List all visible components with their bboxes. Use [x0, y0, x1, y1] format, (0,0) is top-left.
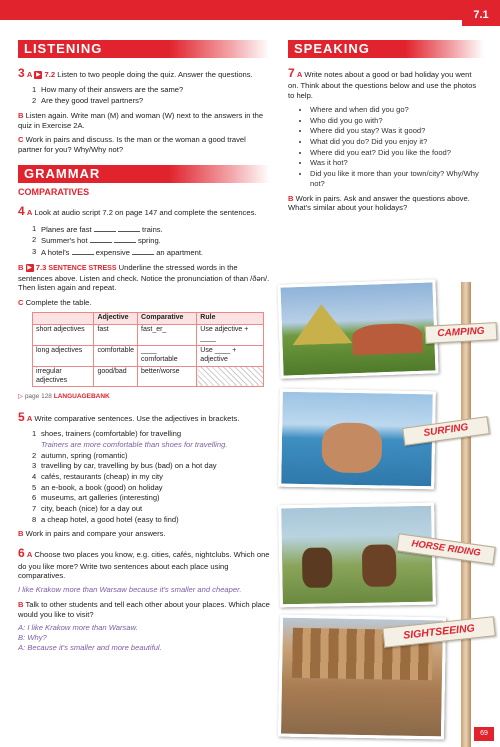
- horse-riding-sign: HORSE RIDING: [396, 533, 496, 564]
- list-item: • Where and when did you go?: [310, 105, 484, 115]
- blank-field[interactable]: [118, 224, 140, 232]
- exercise-number: 3: [18, 66, 25, 80]
- lesson-tab: 7.1: [462, 0, 500, 26]
- exercise-letter: B: [18, 110, 24, 120]
- list-item: 1 shoes, trainers (comfortable) for travelling: [32, 429, 182, 439]
- question-bullets: [288, 105, 484, 189]
- sentence-stress-label: SENTENCE STRESS: [48, 264, 117, 272]
- exercise-number: 7: [288, 66, 295, 80]
- exercise-4a: [18, 204, 270, 219]
- table-cell[interactable]: Use adjective + ____: [197, 324, 264, 345]
- exercise-letter: A: [26, 413, 33, 423]
- column-header: Comparative: [138, 312, 197, 324]
- blank-field[interactable]: [94, 224, 116, 232]
- list-item: • Where did you eat? Did you like the food?: [310, 148, 484, 158]
- dialogue-line: A: Because it's smaller and more beautiful.: [18, 642, 162, 652]
- horse-riding-photo: [278, 503, 436, 608]
- instruction-text: Look at audio script 7.2 on page 147 and complete the sentences.: [34, 208, 257, 218]
- hatched-cell: [197, 366, 264, 387]
- instruction-text: Work in pairs and discuss. Is the man or the woman a good travel partner for you? Why/Why not?: [18, 135, 246, 154]
- arrow-icon: ▷: [18, 393, 23, 401]
- instruction-text: Listen again. Write man (M) and woman (W) next to the answers in the quiz in Exercise 2A.: [18, 110, 264, 130]
- exercise-number: 5: [18, 409, 25, 424]
- exercise-letter: A: [26, 70, 33, 79]
- list-item: • What did you do? Did you enjoy it?: [310, 137, 484, 147]
- exercise-letter: B: [18, 599, 24, 609]
- dialogue-line: B: Why?: [18, 633, 47, 643]
- grammar-subheading: COMPARATIVES: [18, 186, 90, 197]
- table-row: [33, 345, 264, 366]
- exercise-3: [18, 66, 270, 155]
- item-list: [18, 429, 270, 524]
- speaking-heading: SPEAKING: [288, 40, 484, 58]
- list-item: 2 Summer's hot spring.: [32, 235, 161, 246]
- exercise-3a: [18, 66, 270, 81]
- sightseeing-sign: SIGHTSEEING: [382, 616, 495, 648]
- audio-play-icon[interactable]: ▶: [36, 72, 41, 78]
- list-item: 5 an e-book, a book (good) on holiday: [32, 482, 163, 492]
- instruction-text: Write notes about a good or bad holiday you went on. Think about the questions below and use the photos to help.: [288, 70, 477, 101]
- languagebank-link[interactable]: ▷ page 128 LANGUAGEBANK: [18, 393, 110, 401]
- list-item: • Did you like it more than your town/city? Why/Why not?: [310, 169, 484, 188]
- signpost-pole: [461, 282, 471, 747]
- exercise-letter: A: [296, 70, 303, 79]
- list-item: 4 cafés, restaurants (cheap) in my city: [32, 472, 163, 482]
- model-answer: Trainers are more comfortable than shoes for travelling.: [41, 439, 228, 449]
- sentence-list: [18, 224, 270, 258]
- list-item: • Was it hot?: [310, 158, 484, 168]
- table-cell: short adjectives: [33, 324, 94, 345]
- exercise-letter: B: [288, 193, 294, 203]
- instruction-text: Talk to other students and tell each other about your places. Which place would you like to visit?: [18, 599, 270, 619]
- exercise-letter: A: [26, 550, 33, 560]
- table-cell[interactable]: ____ comfortable: [138, 345, 197, 366]
- left-column: [18, 40, 270, 652]
- model-answer: I like Krakow more than Warsaw because it's smaller and cheaper.: [18, 585, 242, 595]
- photo-collage: [275, 282, 500, 747]
- instruction-text: Choose two places you know, e.g. cities, cafés, nightclubs. Which one do you like more? Write two sentences about each place using comparatives.: [18, 550, 270, 581]
- table-cell: comfortable: [94, 345, 138, 366]
- exercise-5b: [18, 529, 270, 539]
- exercise-4c: [18, 298, 270, 308]
- exercise-7: [288, 66, 484, 213]
- exercise-6b: [18, 600, 270, 619]
- table-header-row: [33, 312, 264, 324]
- list-item: • Where did you stay? Was it good?: [310, 126, 484, 136]
- instruction-text: Listen to two people doing the quiz. Answer the questions.: [57, 70, 253, 79]
- instruction-text: Complete the table.: [25, 298, 92, 308]
- blank-field[interactable]: [90, 235, 112, 243]
- exercise-7a: [288, 66, 484, 101]
- camping-sign: CAMPING: [425, 322, 498, 344]
- table-cell: long adjectives: [33, 345, 94, 366]
- track-number: 7.3: [35, 262, 47, 272]
- comparatives-table: [32, 312, 264, 388]
- top-bar: [0, 0, 500, 20]
- blank-field[interactable]: [114, 235, 136, 243]
- table-cell[interactable]: Use ____ + adjective: [197, 345, 264, 366]
- blank-field[interactable]: [132, 247, 154, 255]
- instruction-text: Work in pairs and compare your answers.: [25, 528, 166, 538]
- exercise-6a: [18, 546, 270, 581]
- dialogue: [18, 623, 270, 652]
- exercise-letter: C: [18, 298, 24, 308]
- exercise-3b: [18, 111, 270, 130]
- table-cell: fast: [94, 324, 138, 345]
- exercise-number: 6: [18, 546, 25, 561]
- camping-photo: [277, 279, 438, 378]
- right-column: [288, 40, 484, 217]
- dialogue-line: A: I like Krakow more than Warsaw.: [18, 623, 138, 633]
- exercise-4b: [18, 263, 270, 293]
- table-cell: good/bad: [94, 366, 138, 387]
- exercise-letter: A: [26, 208, 33, 218]
- list-item: 7 city, beach (nice) for a day out: [32, 504, 143, 514]
- table-row: [33, 366, 264, 387]
- exercise-number: 4: [18, 204, 25, 219]
- list-item: 2 Are they good travel partners?: [32, 96, 144, 106]
- list-item: 1 Planes are fast trains.: [32, 223, 163, 234]
- table-cell: better/worse: [138, 366, 197, 387]
- list-item: 3 travelling by car, travelling by bus (bad) on a hot day: [32, 461, 217, 471]
- exercise-6: [18, 546, 270, 652]
- listening-heading: LISTENING: [18, 40, 270, 58]
- list-item: 1 How many of their answers are the same?: [32, 85, 184, 95]
- list-item: 2 autumn, spring (romantic): [32, 450, 128, 460]
- instruction-text: Underline the stressed words in the sentences above. Listen and check. Notice the pronunciation of than /ðən/. Then listen again and repeat.: [18, 262, 270, 293]
- exercise-7b: [288, 194, 484, 213]
- page-number: 69: [474, 727, 494, 741]
- table-cell: irregular adjectives: [33, 366, 94, 387]
- exercise-letter: B: [18, 528, 24, 538]
- list-item: 6 museums, art galleries (interesting): [32, 493, 160, 503]
- surfing-sign: SURFING: [402, 416, 490, 446]
- exercise-5: [18, 410, 270, 539]
- list-item: 3 A hotel's expensive an apartment.: [32, 246, 204, 257]
- blank-field[interactable]: [72, 247, 94, 255]
- instruction-text: Work in pairs. Ask and answer the questions above. What's similar about your holidays?: [288, 193, 470, 213]
- table-row: [33, 324, 264, 345]
- grammar-heading: GRAMMAR: [18, 165, 270, 183]
- list-item: • Who did you go with?: [310, 116, 484, 126]
- column-header: [33, 312, 94, 324]
- audio-play-icon[interactable]: ▶: [27, 264, 32, 271]
- exercise-4: [18, 204, 270, 402]
- instruction-text: Write comparative sentences. Use the adjectives in brackets.: [34, 413, 240, 423]
- list-item: 8 a cheap hotel, a good hotel (easy to find): [32, 514, 179, 524]
- exercise-3c: [18, 135, 270, 154]
- track-number: 7.2: [44, 70, 56, 79]
- exercise-5a: [18, 410, 270, 425]
- column-header: Adjective: [94, 312, 138, 324]
- exercise-letter: B: [18, 262, 24, 272]
- exercise-letter: C: [18, 135, 24, 145]
- column-header: Rule: [197, 312, 264, 324]
- question-list: [18, 85, 270, 105]
- table-cell[interactable]: fast_er_: [138, 324, 197, 345]
